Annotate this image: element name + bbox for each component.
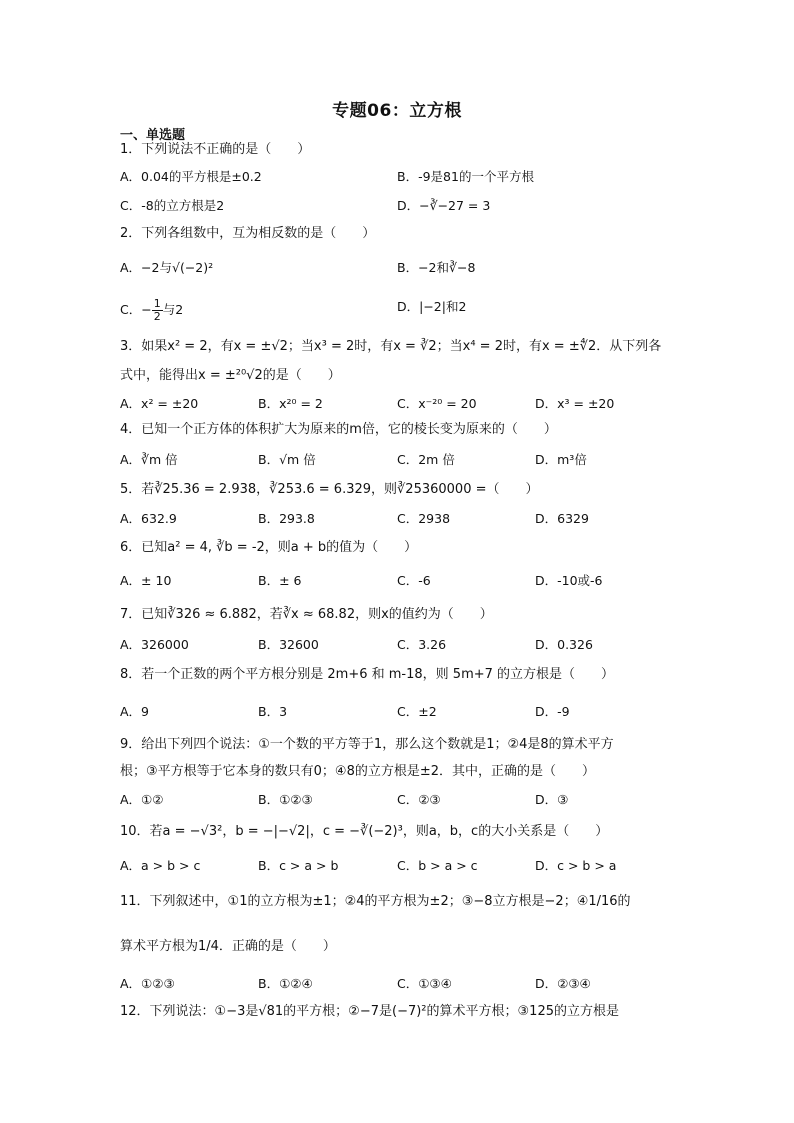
question-3-options <box>0 395 794 415</box>
question-12-stem: 12．下列说法：①−3是√81的平方根；②−7是(−7)²的算术平方根；③125的立方根是 <box>120 1004 619 1019</box>
section-heading: 一、单选题 <box>120 128 186 143</box>
option-a: A．632.9 <box>120 511 177 526</box>
question-1-options <box>0 168 794 188</box>
option-c <box>120 298 183 323</box>
option-c: C．±2 <box>397 704 437 719</box>
question-4-options <box>0 451 794 471</box>
fraction-denominator: 2 <box>153 310 161 323</box>
page-title: 专题06：立方根 <box>332 101 462 121</box>
option-c: C．x⁻²⁰ = 20 <box>397 396 477 411</box>
option-d: D．6329 <box>535 511 589 526</box>
option-b: B．293.8 <box>258 511 315 526</box>
question-8-stem: 8．若一个正数的两个平方根分别是 2m+6 和 m-18，则 5m+7 的立方根是（ ） <box>120 667 615 682</box>
option-d: D．|−2|和2 <box>397 299 467 314</box>
option-c: C．3.26 <box>397 637 447 652</box>
option-c: C．②③ <box>397 792 441 807</box>
question-7-options <box>0 636 794 656</box>
option-b: B．x²⁰ = 2 <box>258 396 323 411</box>
option-d: D．x³ = ±20 <box>535 396 615 411</box>
question-5-stem: 5．若∛25.36 = 2.938，∛253.6 = 6.329，则∛25360000 =（ ） <box>120 482 539 497</box>
question-3-stem-line-1: 3．如果x² = 2，有x = ±√2；当x³ = 2时，有x = ∛2；当x⁴ = 2时，有x = ±∜2．从下列各 <box>120 339 662 354</box>
option-a: A．0.04的平方根是±0.2 <box>120 169 262 184</box>
option-a: A．∛m 倍 <box>120 452 178 467</box>
option-d: D．m³倍 <box>535 452 587 467</box>
question-11-stem-line-2: 算术平方根为1/4．正确的是（ ） <box>120 939 336 954</box>
question-2-options-2 <box>0 297 794 323</box>
option-c: C．-6 <box>397 573 431 588</box>
option-b: B．①②③ <box>258 792 313 807</box>
option-a: A．x² = ±20 <box>120 396 199 411</box>
option-a: A．①②③ <box>120 976 175 991</box>
option-b: B．32600 <box>258 637 319 652</box>
option-b: B．−2和∛−8 <box>397 260 476 275</box>
option-c: C．①③④ <box>397 976 452 991</box>
question-10-stem: 10．若a = −√3²，b = −|−√2|，c = −∛(−2)³，则a，b，c的大小关系是（ ） <box>120 824 609 839</box>
option-b: B．± 6 <box>258 573 302 588</box>
question-8-options <box>0 703 794 723</box>
option-c-prefix: C．− <box>120 302 152 317</box>
option-a: A．−2与√(−2)² <box>120 260 214 275</box>
question-11-stem-line-1: 11．下列叙述中，①1的立方根为±1；②4的平方根为±2；③−8立方根是−2；④1/16的 <box>120 894 631 909</box>
option-d: D．c > b > a <box>535 858 617 873</box>
option-d: D．-9 <box>535 704 570 719</box>
option-b: B．c > a > b <box>258 858 339 873</box>
option-c-suffix: 与2 <box>162 302 184 317</box>
question-2-stem: 2．下列各组数中，互为相反数的是（ ） <box>120 226 376 241</box>
option-a: A．9 <box>120 704 150 719</box>
option-a: A．①② <box>120 792 164 807</box>
option-d: D．③ <box>535 792 569 807</box>
option-d: D．-10或-6 <box>535 573 603 588</box>
option-c: C．2m 倍 <box>397 452 455 467</box>
option-d: D．②③④ <box>535 976 591 991</box>
option-b: B．√m 倍 <box>258 452 316 467</box>
question-7-stem: 7．已知∛326 ≈ 6.882，若∛x ≈ 68.82，则x的值约为（ ） <box>120 607 493 622</box>
fraction-numerator: 1 <box>153 297 161 310</box>
option-c: C．2938 <box>397 511 451 526</box>
option-c: C．-8的立方根是2 <box>120 198 225 213</box>
question-9-stem-line-1: 9．给出下列四个说法：①一个数的平方等于1，那么这个数就是1；②4是8的算术平方 <box>120 737 614 752</box>
option-a: A．± 10 <box>120 573 172 588</box>
question-9-options <box>0 791 794 811</box>
option-d: D．0.326 <box>535 637 593 652</box>
option-c: C．b > a > c <box>397 858 478 873</box>
option-b: B．3 <box>258 704 288 719</box>
option-b: B．①②④ <box>258 976 313 991</box>
question-4-stem: 4．已知一个正方体的体积扩大为原来的m倍，它的棱长变为原来的（ ） <box>120 422 557 437</box>
question-6-stem: 6．已知a² = 4, ∛b = -2，则a + b的值为（ ） <box>120 540 418 555</box>
question-11-options <box>0 975 794 995</box>
option-d: D．−∛−27 = 3 <box>397 198 491 213</box>
option-a: A．326000 <box>120 637 189 652</box>
question-5-options <box>0 510 794 530</box>
question-3-stem-line-2: 式中，能得出x = ±²⁰√2的是（ ） <box>120 368 341 383</box>
question-9-stem-line-2: 根；③平方根等于它本身的数只有0；④8的立方根是±2．其中，正确的是（ ） <box>120 764 596 779</box>
option-b: B．-9是81的一个平方根 <box>397 169 534 184</box>
fraction <box>152 298 163 323</box>
question-6-options <box>0 572 794 592</box>
option-a: A．a > b > c <box>120 858 201 873</box>
question-2-options <box>0 259 794 279</box>
question-10-options <box>0 857 794 877</box>
question-1-stem: 1．下列说法不正确的是（ ） <box>120 142 311 157</box>
question-1-options-2 <box>0 197 794 217</box>
